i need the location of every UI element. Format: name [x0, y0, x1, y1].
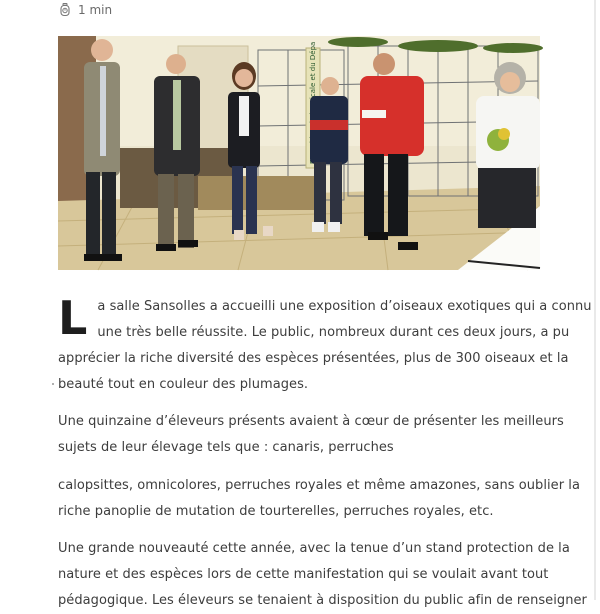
paragraph-line: Une grande nouveauté cette année, avec la tenue d’un stand protection de la [58, 541, 570, 556]
paragraph-line: nature et des espèces lors de cette manifestation qui se voulait avant tout [58, 567, 549, 582]
paragraph-line: pédagogique. Les éleveurs se tenaient à disposition du public afin de renseigner [58, 593, 587, 608]
paragraph-3 [58, 473, 580, 525]
paragraph-line: apprécier la riche diversité des espèces présentées, plus de 300 oiseaux et la [58, 351, 569, 366]
paragraph-line: riche panoplie de mutation de tourterelles, perruches royales, etc. [58, 504, 494, 519]
paragraph-line: Une quinzaine d’éleveurs présents avaient à cœur de présenter les meilleurs [58, 414, 564, 429]
paragraph-line: beauté tout en couleur des plumages. [58, 377, 309, 392]
paragraph-line: sujets de leur élevage tels que : canaris, perruches [58, 440, 394, 455]
drop-cap: L [58, 291, 88, 345]
article-body [58, 291, 592, 614]
paragraph-4 [58, 536, 587, 614]
read-time-label: 1 min [78, 3, 113, 17]
page-edge-rule [594, 0, 596, 600]
scan-speck [52, 383, 54, 385]
paragraph-2 [58, 409, 564, 461]
paragraph-line: a salle Sansolles a accueilli une exposition d’oiseaux exotiques qui a connu [97, 299, 592, 314]
read-time [59, 2, 112, 18]
stopwatch-icon [59, 3, 71, 17]
paragraph-line: calopsittes, omnicolores, perruches royales et même amazones, sans oublier la [58, 478, 580, 493]
exhibition-photo [58, 36, 540, 270]
paragraph-line: une très belle réussite. Le public, nombreux durant ces deux jours, a pu [97, 325, 570, 340]
paragraph-1 [58, 291, 592, 398]
